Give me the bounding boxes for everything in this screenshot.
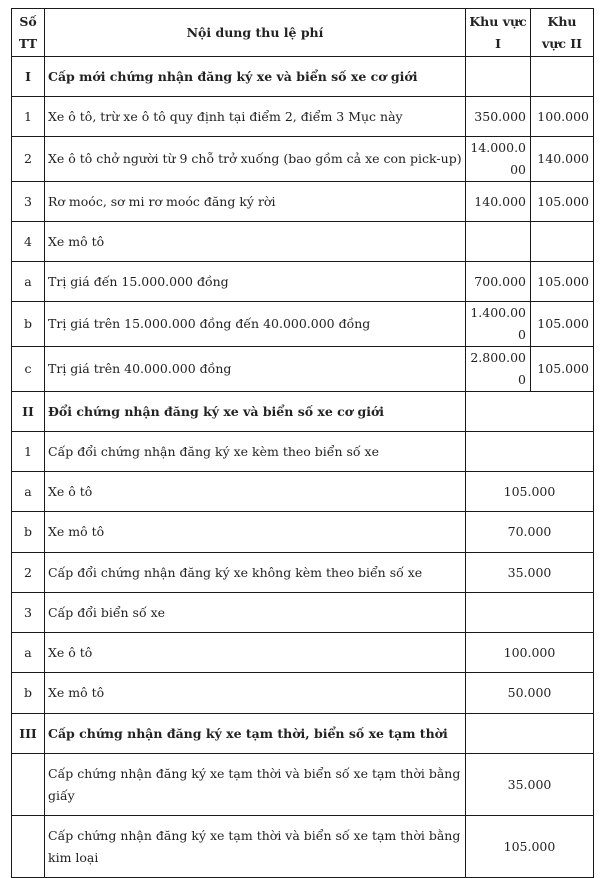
table-row [12,512,594,553]
row-fee-region-2: 105.000 [531,182,594,222]
row-fee-region-1: 1.400.000 [466,302,531,347]
row-content: Cấp chứng nhận đăng ký xe tạm thời và biển số xe tạm thời bằng giấy [45,754,466,816]
row-fee-region-2: 140.000 [531,137,594,182]
row-stt: 1 [12,432,45,472]
row-fee-merged: 70.000 [466,512,594,553]
row-stt: 3 [12,593,45,633]
table-row [12,714,594,754]
row-stt: 3 [12,182,45,222]
row-stt: I [12,57,45,97]
table-row [12,137,594,182]
row-content: Rơ moóc, sơ mi rơ moóc đăng ký rời [45,182,466,222]
header-region-1: Khu vực I [466,9,531,57]
row-content: Trị giá đến 15.000.000 đồng [45,262,466,302]
fee-table [11,8,594,878]
row-fee-region-1: 2.800.000 [466,347,531,392]
row-content: Cấp chứng nhận đăng ký xe tạm thời và biển số xe tạm thời bằng kim loại [45,816,466,878]
table-row [12,593,594,633]
row-content: Xe ô tô [45,472,466,512]
row-content: Xe mô tô [45,512,466,553]
row-fee-region-2: 105.000 [531,347,594,392]
table-row [12,673,594,714]
table-row [12,633,594,673]
row-fee-region-1 [466,222,531,262]
table-row [12,392,594,432]
row-stt: II [12,392,45,432]
row-content: Xe mô tô [45,673,466,714]
row-stt: 1 [12,97,45,137]
row-fee-region-2 [531,222,594,262]
row-fee-merged [466,714,594,754]
row-stt: 2 [12,137,45,182]
row-stt: 2 [12,553,45,593]
row-stt: a [12,262,45,302]
table-row [12,302,594,347]
row-fee-region-1 [466,57,531,97]
row-fee-region-1: 350.000 [466,97,531,137]
row-fee-region-1: 700.000 [466,262,531,302]
header-stt: Số TT [12,9,45,57]
row-content: Cấp đổi biển số xe [45,593,466,633]
row-content: Đổi chứng nhận đăng ký xe và biển số xe cơ giới [45,392,466,432]
table-row [12,182,594,222]
row-content: Xe ô tô chở người từ 9 chỗ trở xuống (bao gồm cả xe con pick-up) [45,137,466,182]
row-content: Cấp đổi chứng nhận đăng ký xe không kèm theo biển số xe [45,553,466,593]
table-row [12,754,594,816]
row-stt [12,754,45,816]
table-row [12,347,594,392]
row-stt: b [12,512,45,553]
row-stt: III [12,714,45,754]
row-fee-merged: 35.000 [466,553,594,593]
row-fee-region-2: 105.000 [531,262,594,302]
table-row [12,222,594,262]
row-fee-merged: 35.000 [466,754,594,816]
row-stt: 4 [12,222,45,262]
row-content: Cấp đổi chứng nhận đăng ký xe kèm theo biển số xe [45,432,466,472]
row-content: Trị giá trên 40.000.000 đồng [45,347,466,392]
row-fee-merged [466,392,594,432]
row-fee-merged: 105.000 [466,816,594,878]
row-fee-merged: 100.000 [466,633,594,673]
row-stt: a [12,633,45,673]
row-fee-region-2: 100.000 [531,97,594,137]
row-fee-region-2: 105.000 [531,302,594,347]
row-stt: b [12,302,45,347]
row-content: Xe mô tô [45,222,466,262]
row-stt [12,816,45,878]
table-row [12,816,594,878]
row-content: Xe ô tô, trừ xe ô tô quy định tại điểm 2, điểm 3 Mục này [45,97,466,137]
row-fee-merged [466,432,594,472]
header-row [12,9,594,57]
row-fee-region-1: 14.000.000 [466,137,531,182]
row-fee-merged: 105.000 [466,472,594,512]
row-content: Trị giá trên 15.000.000 đồng đến 40.000.000 đồng [45,302,466,347]
fee-table-body [12,57,594,878]
table-row [12,432,594,472]
row-content: Cấp chứng nhận đăng ký xe tạm thời, biển số xe tạm thời [45,714,466,754]
table-row [12,262,594,302]
row-fee-merged: 50.000 [466,673,594,714]
table-row [12,553,594,593]
row-stt: c [12,347,45,392]
row-fee-region-2 [531,57,594,97]
row-content: Cấp mới chứng nhận đăng ký xe và biển số xe cơ giới [45,57,466,97]
header-content: Nội dung thu lệ phí [45,9,466,57]
row-content: Xe ô tô [45,633,466,673]
table-row [12,57,594,97]
row-stt: b [12,673,45,714]
row-fee-merged [466,593,594,633]
table-row [12,472,594,512]
row-stt: a [12,472,45,512]
table-row [12,97,594,137]
row-fee-region-1: 140.000 [466,182,531,222]
header-region-2: Khu vực II [531,9,594,57]
